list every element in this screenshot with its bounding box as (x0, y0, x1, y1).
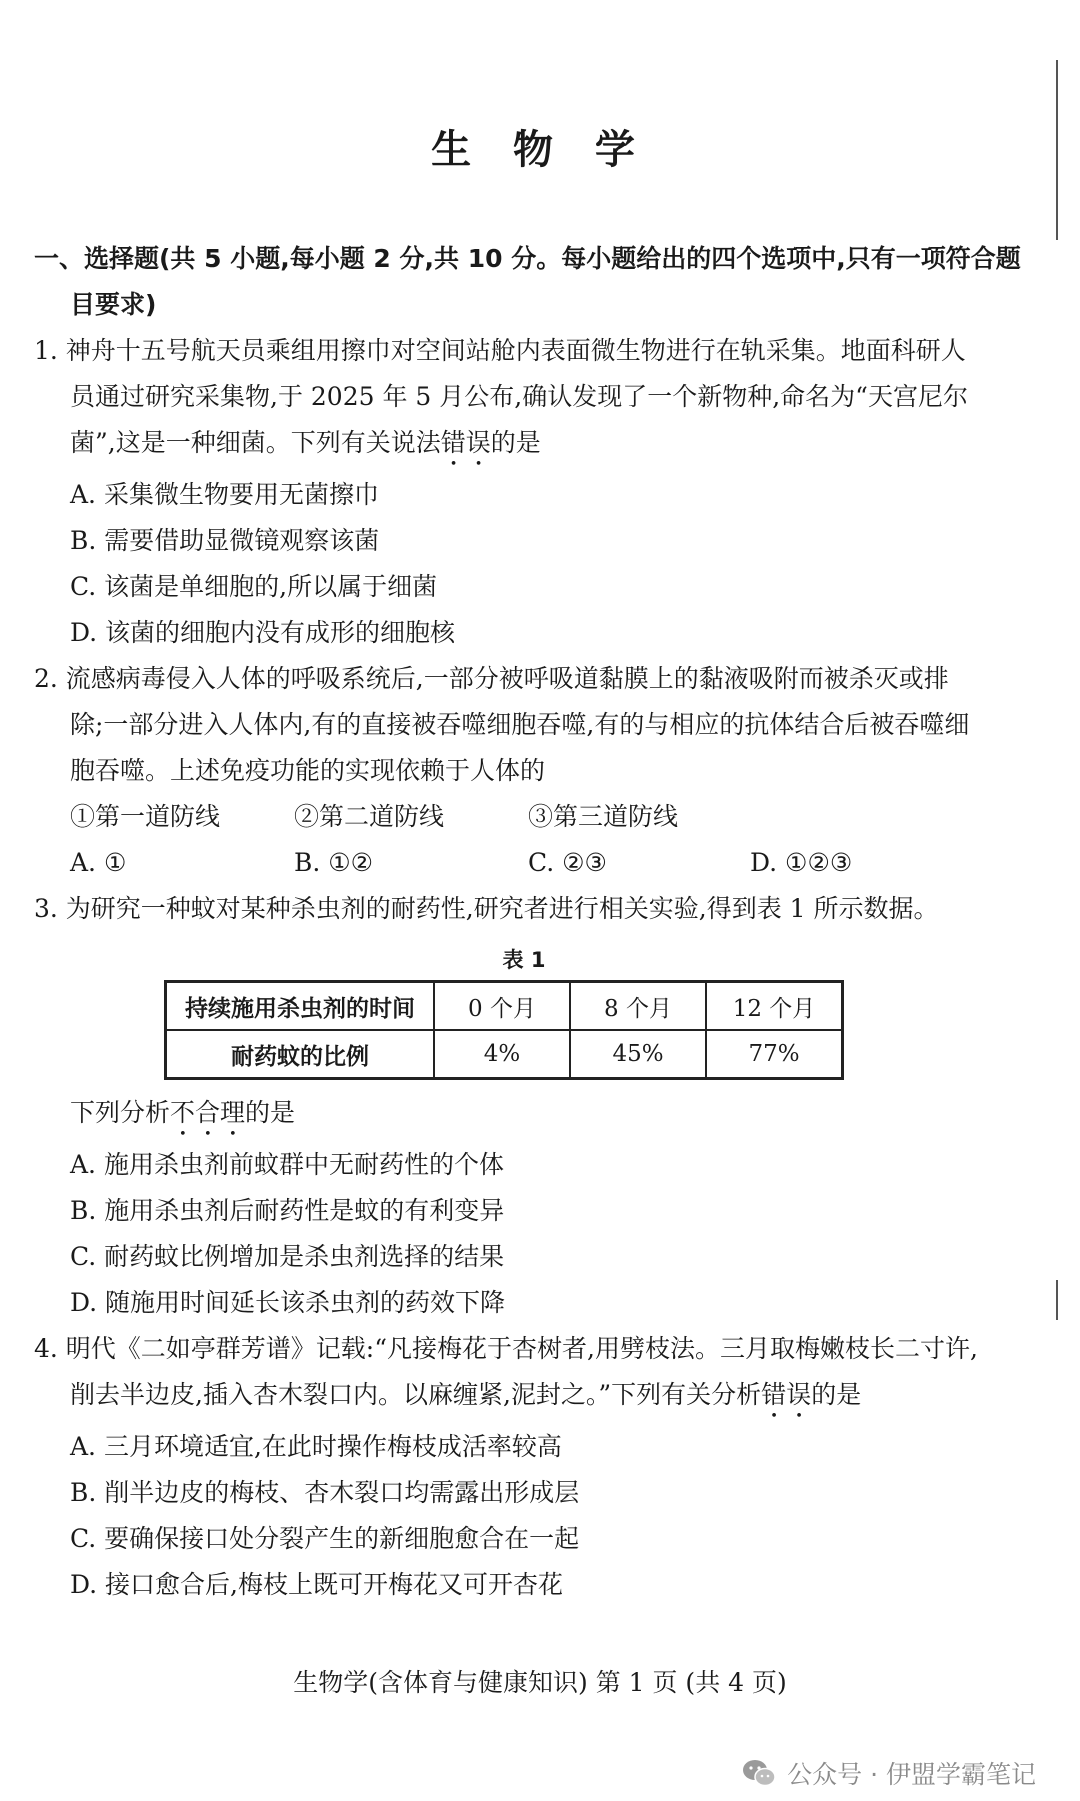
q4-option-d: D. 接口愈合后,梅枝上既可开梅花又可开杏花 (70, 1570, 563, 1599)
q4-option-b: B. 削半边皮的梅枝、杏木裂口均需露出形成层 (70, 1478, 580, 1507)
q3-option-b: B. 施用杀虫剂后耐药性是蚊的有利变异 (70, 1196, 505, 1225)
q3-option-a: A. 施用杀虫剂前蚊群中无耐药性的个体 (70, 1150, 504, 1179)
q2-stem: 胞吞噬。上述免疫功能的实现依赖于人体的 (70, 756, 546, 785)
q2-items (34, 794, 1044, 840)
table-cell: 45% (570, 1030, 706, 1079)
table-cell: 0 个月 (434, 982, 570, 1031)
q1-stem: 菌”,这是一种细菌。下列有关说法错误的是 (70, 428, 541, 457)
table-cell: 77% (706, 1030, 843, 1079)
q1-option-d: D. 该菌的细胞内没有成形的细胞核 (70, 618, 456, 647)
emphasis-text: 不合理 (170, 1098, 246, 1127)
q1-stem: 员通过研究采集物,于 2025 年 5 月公布,确认发现了一个新物种,命名为“天宫尼尔 (70, 382, 968, 411)
q2-option-b: B. ①② (294, 848, 374, 877)
q2-option-c: C. ②③ (528, 848, 607, 877)
q3-stem: 3. 为研究一种蚊对某种杀虫剂的耐药性,研究者进行相关实验,得到表 1 所示数据。 (34, 894, 939, 923)
question-content (34, 236, 1044, 1608)
table-cell: 持续施用杀虫剂的时间 (166, 982, 435, 1031)
table-cell: 4% (434, 1030, 570, 1079)
table-row (166, 982, 843, 1031)
watermark (741, 1755, 1036, 1791)
scan-edge-line (1056, 1280, 1058, 1320)
q4-stem: 4. 明代《二如亭群芳谱》记载:“凡接梅花于杏树者,用劈枝法。三月取梅嫩枝长二寸许, (34, 1334, 978, 1363)
q3-question: 下列分析不合理的是 (70, 1098, 296, 1127)
table-caption: 表 1 (502, 948, 546, 972)
q3-option-c: C. 耐药蚊比例增加是杀虫剂选择的结果 (70, 1242, 505, 1271)
wechat-icon (741, 1758, 777, 1788)
q1-option-a: A. 采集微生物要用无菌擦巾 (70, 480, 379, 509)
q2-option-d: D. ①②③ (750, 848, 853, 877)
emphasis-text: 错误 (440, 428, 491, 457)
table-row (166, 1030, 843, 1079)
q2-options (34, 840, 1044, 886)
emphasis-text: 错误 (761, 1380, 812, 1409)
q2-option-a: A. ① (70, 848, 127, 877)
section-heading-cont: 目要求) (70, 290, 157, 319)
watermark-text: 公众号 · 伊盟学霸笔记 (787, 1760, 1036, 1789)
q2-stem: 除;一部分进入人体内,有的直接被吞噬细胞吞噬,有的与相应的抗体结合后被吞噬细 (70, 710, 970, 739)
q4-stem: 削去半边皮,插入杏木裂口内。以麻缠紧,泥封之。”下列有关分析错误的是 (70, 1380, 862, 1409)
q1-option-b: B. 需要借助显微镜观察该菌 (70, 526, 380, 555)
page-footer: 生物学(含体育与健康知识) 第 1 页 (共 4 页) (293, 1668, 787, 1697)
table-cell: 12 个月 (706, 982, 843, 1031)
q2-item: ①第一道防线 (70, 802, 221, 831)
q3-option-d: D. 随施用时间延长该杀虫剂的药效下降 (70, 1288, 506, 1317)
q4-option-c: C. 要确保接口处分裂产生的新细胞愈合在一起 (70, 1524, 580, 1553)
q4-option-a: A. 三月环境适宜,在此时操作梅枝成活率较高 (70, 1432, 562, 1461)
q2-item: ②第二道防线 (294, 802, 445, 831)
table-cell: 耐药蚊的比例 (166, 1030, 435, 1079)
q1-option-c: C. 该菌是单细胞的,所以属于细菌 (70, 572, 438, 601)
table-cell: 8 个月 (570, 982, 706, 1031)
q2-stem: 2. 流感病毒侵入人体的呼吸系统后,一部分被呼吸道黏膜上的黏液吸附而被杀灭或排 (34, 664, 949, 693)
data-table (164, 980, 844, 1080)
q1-stem: 1. 神舟十五号航天员乘组用擦巾对空间站舱内表面微生物进行在轨采集。地面科研人 (34, 336, 966, 365)
section-heading: 一、选择题(共 5 小题,每小题 2 分,共 10 分。每小题给出的四个选项中,只有一项符合题 (34, 244, 1021, 273)
q2-item: ③第三道防线 (528, 802, 679, 831)
page-title: 生 物 学 (431, 127, 649, 173)
